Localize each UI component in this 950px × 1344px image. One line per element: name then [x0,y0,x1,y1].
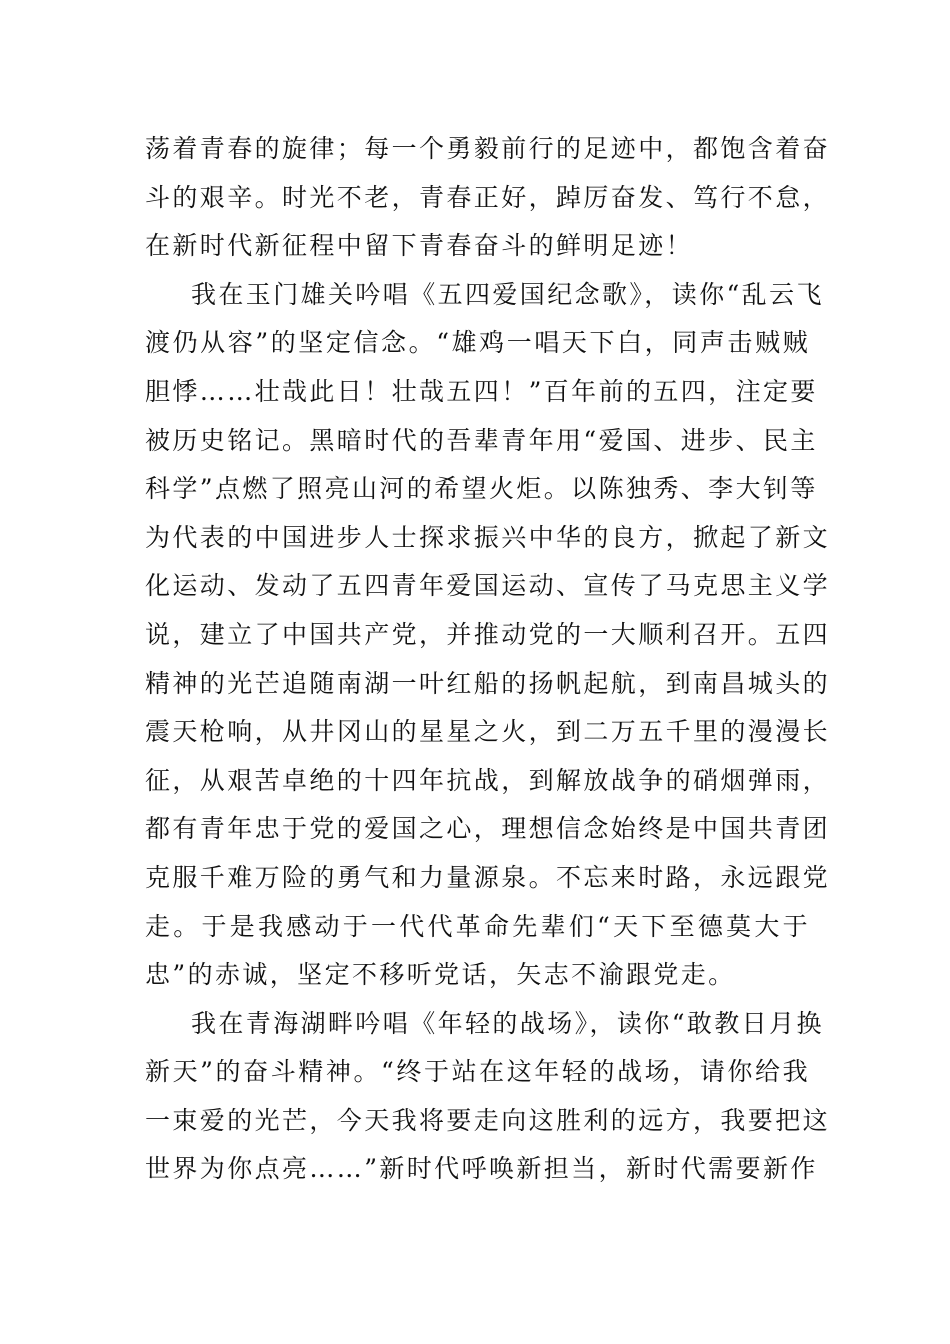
paragraph-3 [145,1000,831,1194]
text-line: 斗的艰辛。时光不老，青春正好，踔厉奋发、笃行不怠， [145,182,831,212]
text-line: 震天枪响，从井冈山的星星之火，到二万五千里的漫漫长 [145,717,831,747]
text-line: 我在青海湖畔吟唱《年轻的战场》，读你“敢教日月换 [191,1008,824,1038]
text-line: 忠”的赤诚，坚定不移听党话，矢志不渝跟党走。 [145,960,736,990]
text-line: 我在玉门雄关吟唱《五四爱国纪念歌》，读你“乱云飞 [191,279,824,309]
text-line: 化运动、发动了五四青年爱国运动、宣传了马克思主义学 [145,571,831,601]
text-line: 都有青年忠于党的爱国之心，理想信念始终是中国共青团 [145,814,831,844]
text-line: 胆悸……壮哉此日！壮哉五四！”百年前的五四，注定要 [145,376,818,406]
text-line: 新天”的奋斗精神。“终于站在这年轻的战场，请你给我 [145,1057,810,1087]
text-line: 荡着青春的旋律；每一个勇毅前行的足迹中，都饱含着奋 [145,134,831,163]
text-line: 渡仍从容”的坚定信念。“雄鸡一唱天下白，同声击贼贼 [145,328,810,358]
text-line: 克服千难万险的勇气和力量源泉。不忘来时路，永远跟党 [145,862,831,892]
text-line: 走。于是我感动于一代代革命先辈们“天下至德莫大于 [145,911,810,941]
document-body [145,125,831,1194]
text-line: 征，从艰苦卓绝的十四年抗战，到解放战争的硝烟弹雨， [145,765,831,795]
text-line: 在新时代新征程中留下青春奋斗的鲜明足迹！ [145,231,694,261]
text-line: 一束爱的光芒，今天我将要走向这胜利的远方，我要把这 [145,1105,831,1135]
text-line: 说，建立了中国共产党，并推动党的一大顺利召开。五四 [145,619,831,649]
text-line: 为代表的中国进步人士探求振兴中华的良方，掀起了新文 [145,522,831,552]
paragraph-2 [145,271,831,1000]
text-line: 被历史铭记。黑暗时代的吾辈青年用“爱国、进步、民主 [145,425,818,455]
paragraph-1 [145,125,831,271]
text-line: 世界为你点亮……”新时代呼唤新担当，新时代需要新作 [145,1154,818,1184]
text-line: 科学”点燃了照亮山河的希望火炬。以陈独秀、李大钊等 [145,474,818,504]
text-line: 精神的光芒追随南湖一叶红船的扬帆起航，到南昌城头的 [145,668,831,698]
